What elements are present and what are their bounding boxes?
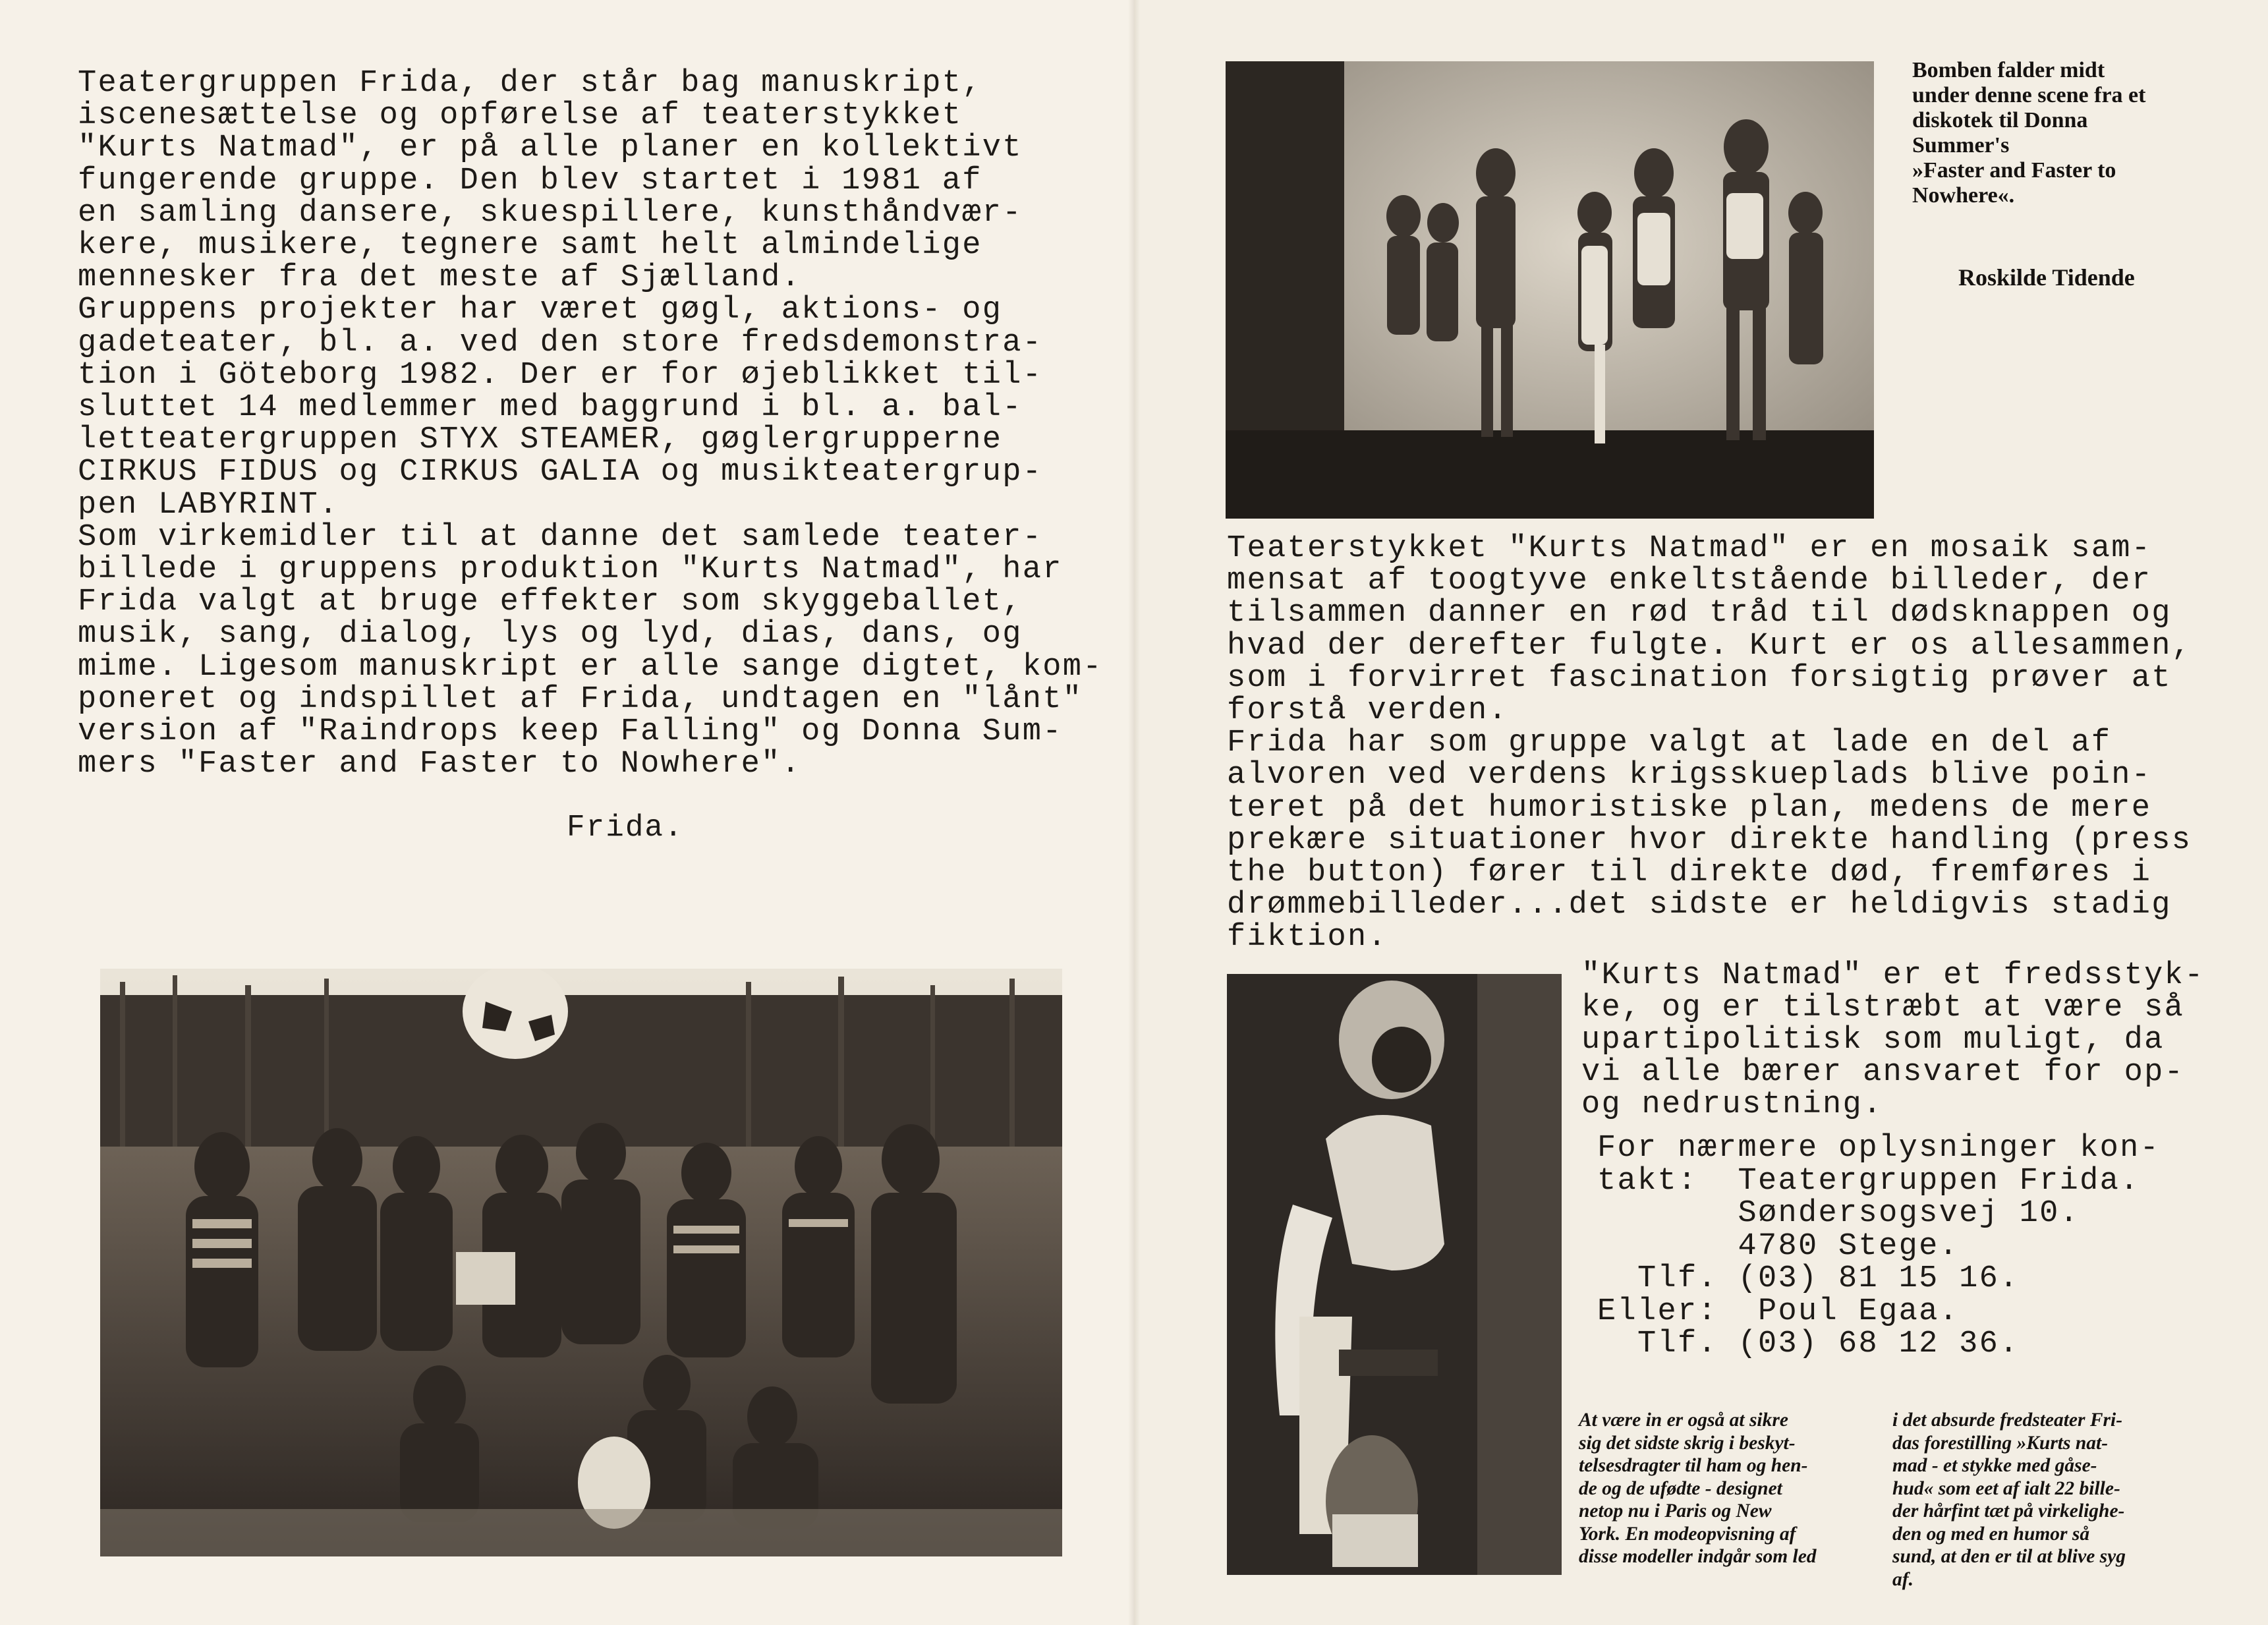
right-body-text: [1227, 532, 2192, 954]
group-photo: [100, 969, 1062, 1556]
text-line: mers "Faster and Faster to Nowhere".: [78, 747, 802, 782]
text-line: teret på det humoristiske plan, medens de mere: [1227, 790, 2152, 826]
text-line: pen LABYRINT.: [78, 487, 339, 523]
contact-line: Tlf. (03) 68 12 36.: [1597, 1326, 2020, 1361]
clipping-line: hud« som eet af ialt 22 bille-: [1892, 1477, 2120, 1499]
page-fold: [1128, 0, 1140, 1625]
clipping-line: de og de ufødte - designet: [1579, 1477, 1782, 1499]
text-line: sluttet 14 medlemmer med baggrund i bl. a. bal-: [78, 390, 1023, 426]
text-line: "Kurts Natmad", er på alle planer en kollektivt: [78, 130, 1023, 166]
text-line: poneret og indspillet af Frida, undtagen en "lånt": [78, 681, 1083, 717]
caption-line: Nowhere«.: [1912, 183, 2015, 208]
clipping-line: af.: [1892, 1568, 1914, 1590]
signature: Frida.: [567, 811, 684, 845]
text-line: prekære situationer hvor direkte handling (press: [1227, 822, 2192, 858]
caption-line: under denne scene fra et: [1912, 83, 2146, 107]
suit-photo: [1227, 974, 1562, 1575]
clipping-line: das forestilling »Kurts nat-: [1892, 1432, 2109, 1454]
text-line: musik, sang, dialog, lys og lyd, dias, dans, og: [78, 617, 1023, 652]
contact-line: 4780 Stege.: [1597, 1228, 1960, 1264]
caption-line: »Faster and Faster to: [1912, 158, 2116, 183]
text-line: drømmebilleder...det sidste er heldigvis stadig: [1227, 888, 2172, 923]
text-line: Teatergruppen Frida, der står bag manuskript,: [78, 66, 982, 101]
contact-line: Eller: Poul Egaa.: [1597, 1294, 1960, 1329]
text-line: Som virkemidler til at danne det samlede teater-: [78, 519, 1043, 555]
contact-line: Tlf. (03) 81 15 16.: [1597, 1261, 2020, 1296]
contact-info: [1597, 1132, 2160, 1361]
text-line: CIRKUS FIDUS og CIRKUS GALIA og musikteatergrup-: [78, 455, 1043, 490]
text-line: iscenesættelse og opførelse af teaterstykket: [78, 98, 963, 134]
text-line: forstå verden.: [1227, 693, 1509, 729]
text-line: Frida valgt at bruge effekter som skyggeballet,: [78, 584, 1023, 620]
clipping-line: disse modeller indgår som led: [1579, 1546, 1817, 1567]
contact-line: takt: Teatergruppen Frida.: [1597, 1163, 2140, 1199]
clipping-line: mad - et stykke med gåse-: [1892, 1455, 2097, 1476]
text-line: mime. Ligesom manuskript er alle sange digtet, kom-: [78, 649, 1103, 685]
clipping-line: sig det sidste skrig i beskyt-: [1579, 1432, 1796, 1454]
caption-source: Roskilde Tidende: [1958, 264, 2135, 291]
clipping-line: den og med en humor så: [1892, 1523, 2090, 1545]
text-line: hvad der derefter fulgte. Kurt er os allesammen,: [1227, 628, 2192, 664]
caption-line: Bomben falder midt: [1912, 58, 2105, 82]
text-line: en samling dansere, skuespillere, kunsthåndvær-: [78, 195, 1023, 231]
text-line: fiktion.: [1227, 920, 1388, 955]
clipping-line: York. En modeopvisning af: [1579, 1523, 1796, 1545]
text-line: mensat af toogtyve enkeltstående billeder, der: [1227, 563, 2152, 599]
text-line: tilsammen danner en rød tråd til dødsknappen og: [1227, 596, 2172, 631]
text-line: Frida har som gruppe valgt at lade en del af: [1227, 726, 2112, 761]
text-line: og nedrustning.: [1581, 1087, 1883, 1122]
peace-statement: [1581, 959, 2205, 1121]
clipping-line: sund, at den er til at blive syg: [1892, 1546, 2126, 1567]
stage-photo: [1226, 61, 1874, 519]
text-line: vi alle bærer ansvaret for op-: [1581, 1055, 2185, 1090]
left-body-text: [78, 67, 1103, 780]
text-line: tion i Göteborg 1982. Der er for øjeblikket til-: [78, 357, 1043, 393]
contact-line: Søndersogsvej 10.: [1597, 1196, 2080, 1231]
clipping-line: netop nu i Paris og New: [1579, 1500, 1772, 1522]
text-line: "Kurts Natmad" er et fredsstyk-: [1581, 958, 2205, 993]
newspaper-clipping-right: [1892, 1409, 2126, 1591]
text-line: version af "Raindrops keep Falling" og Donna Sum-: [78, 714, 1063, 750]
text-line: billede i gruppens produktion "Kurts Natmad", har: [78, 552, 1063, 588]
clipping-line: telsesdragter til ham og hen-: [1579, 1455, 1808, 1476]
text-line: Gruppens projekter har været gøgl, aktions- og: [78, 293, 1003, 328]
text-line: letteatergruppen STYX STEAMER, gøglergrupperne: [78, 422, 1003, 458]
text-line: som i forvirret fascination forsigtig prøver at: [1227, 660, 2172, 696]
newspaper-clipping-left: [1579, 1409, 1817, 1568]
text-line: fungerende gruppe. Den blev startet i 1981 af: [78, 163, 982, 198]
caption-line: diskotek til Donna: [1912, 108, 2088, 132]
caption-line: Summer's: [1912, 133, 2010, 157]
text-line: mennesker fra det meste af Sjælland.: [78, 260, 802, 296]
text-line: gadeteater, bl. a. ved den store fredsdemonstra-: [78, 325, 1043, 360]
text-line: upartipolitisk som muligt, da: [1581, 1023, 2165, 1058]
photo-caption: [1912, 58, 2202, 208]
clipping-line: At være in er også at sikre: [1579, 1410, 1788, 1431]
text-line: Teaterstykket "Kurts Natmad" er en mosaik sam-: [1227, 531, 2152, 566]
contact-line: For nærmere oplysninger kon-: [1597, 1131, 2161, 1166]
clipping-line: i det absurde fredsteater Fri-: [1892, 1410, 2123, 1431]
text-line: kere, musikere, tegnere samt helt almindelige: [78, 228, 982, 264]
text-line: alvoren ved verdens krigsskueplads blive poin-: [1227, 758, 2152, 793]
text-line: ke, og er tilstræbt at være så: [1581, 990, 2185, 1025]
text-line: the button) fører til direkte død, fremføres i: [1227, 855, 2152, 891]
clipping-line: der hårfint tæt på virkelighe-: [1892, 1500, 2125, 1522]
